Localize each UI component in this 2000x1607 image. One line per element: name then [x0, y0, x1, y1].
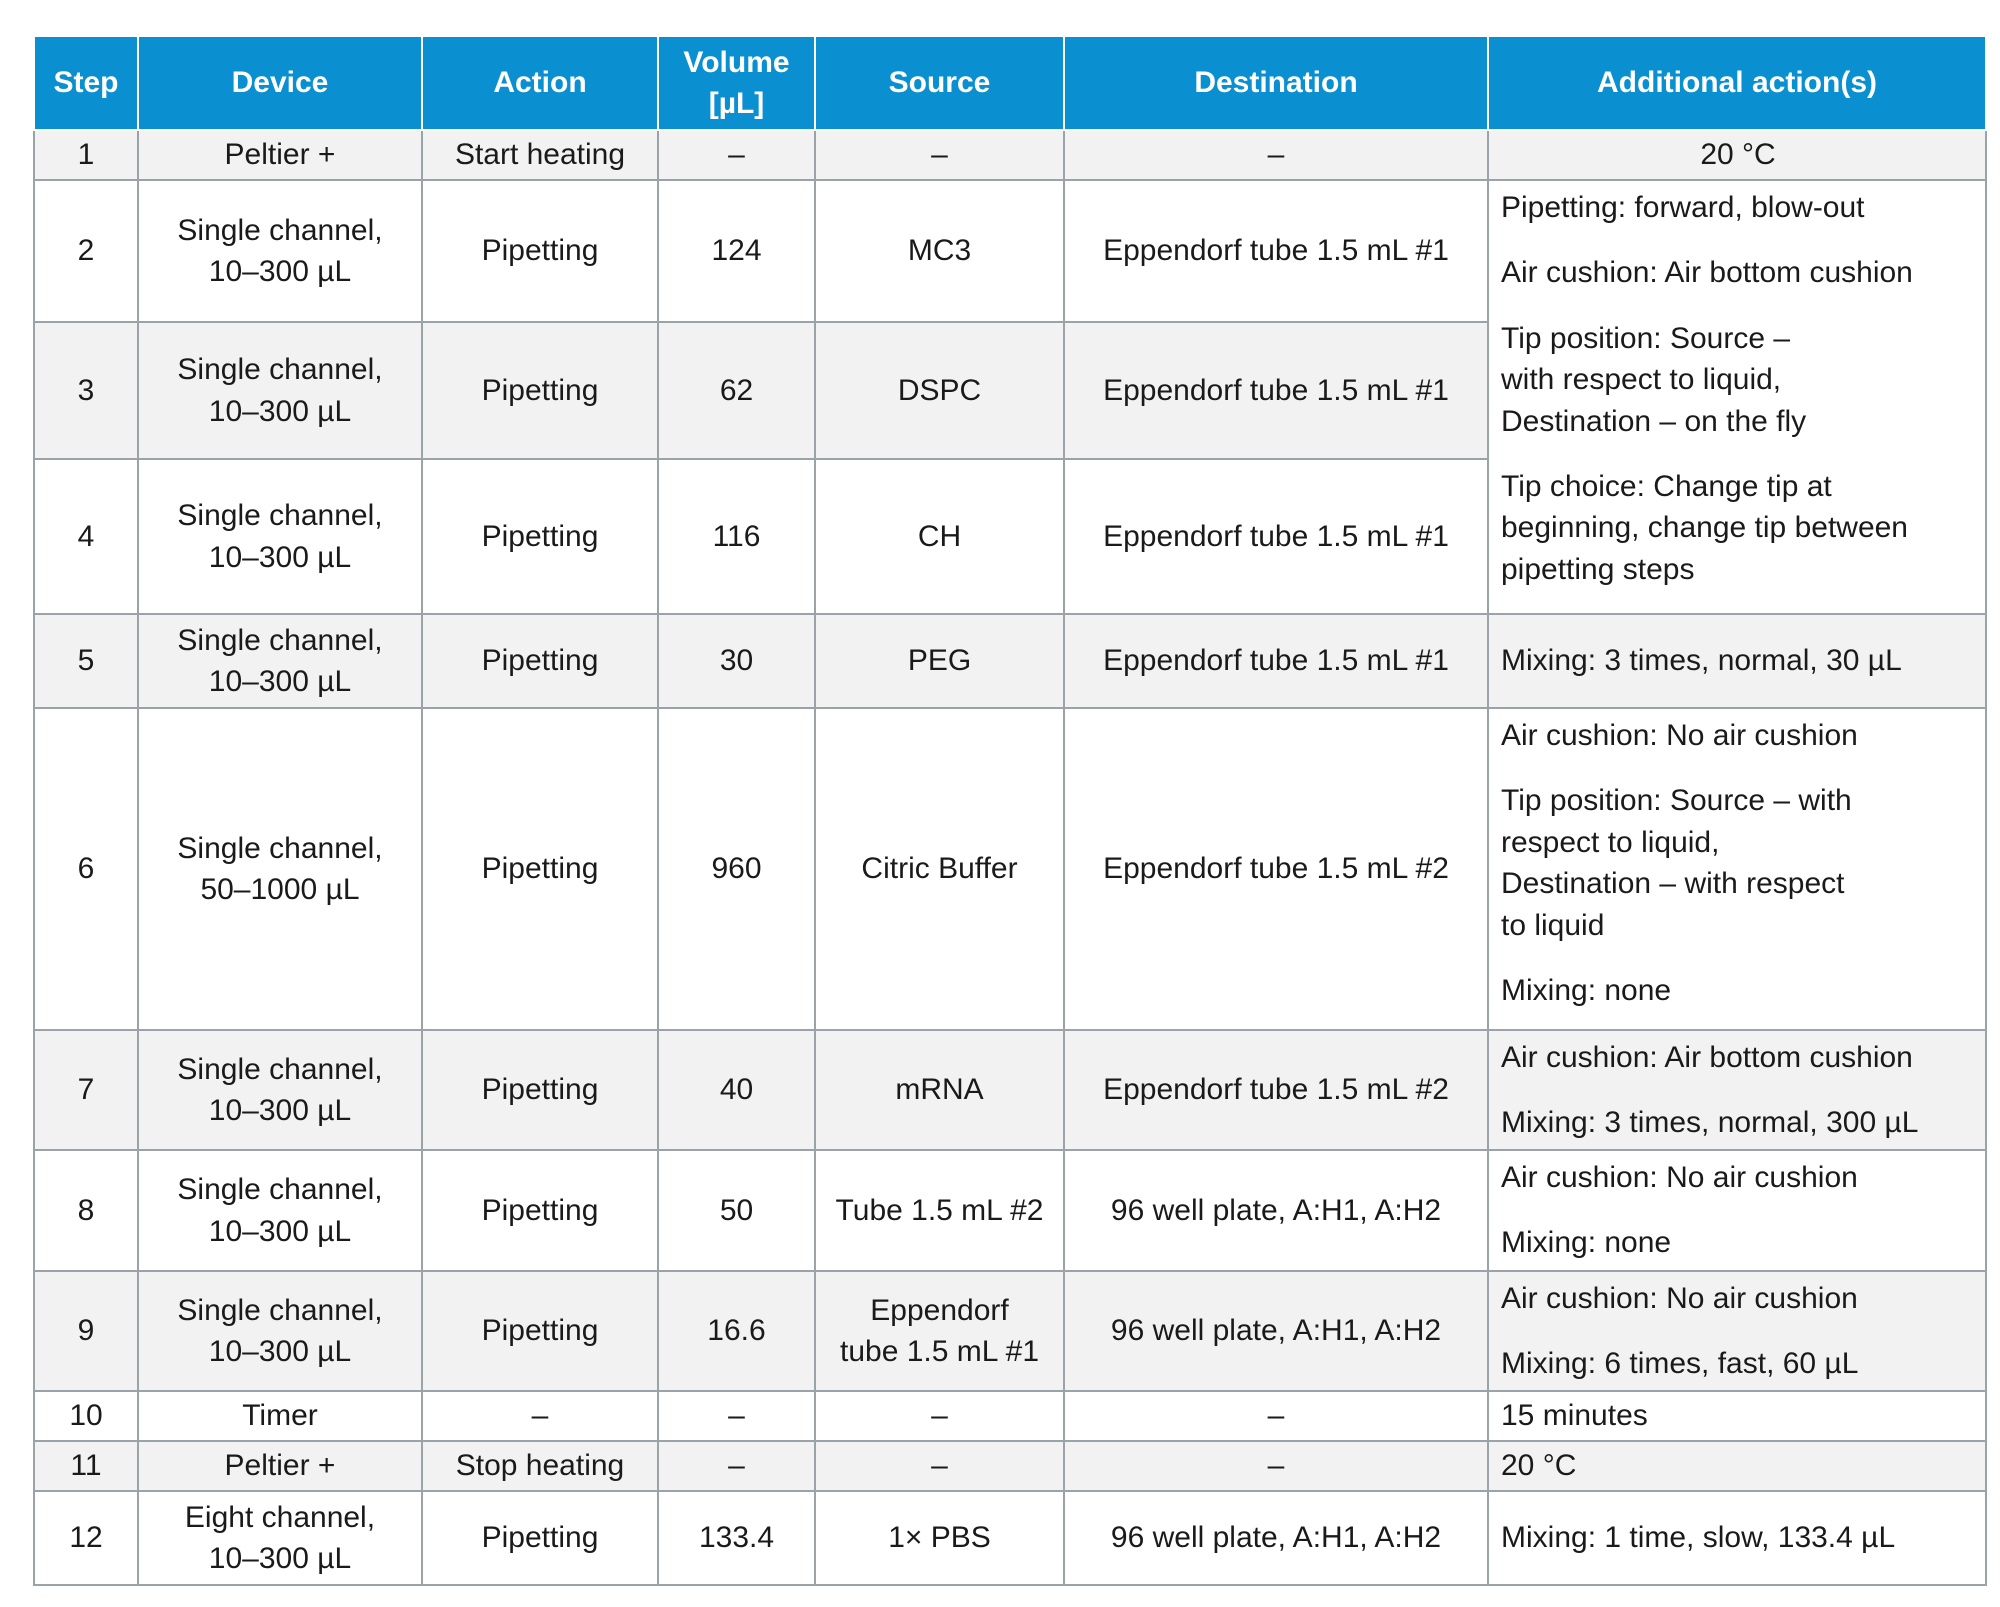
cell-step: 7: [34, 1030, 138, 1150]
header-additional-actions: Additional action(s): [1488, 36, 1986, 130]
cell-action: Pipetting: [422, 708, 658, 1030]
cell-source: CH: [815, 459, 1064, 614]
cell-step: 11: [34, 1441, 138, 1491]
cell-destination: Eppendorf tube 1.5 mL #1: [1064, 614, 1488, 708]
cell-destination: Eppendorf tube 1.5 mL #1: [1064, 459, 1488, 614]
cell-destination: Eppendorf tube 1.5 mL #2: [1064, 1030, 1488, 1150]
cell-device: Single channel, 50–1000 µL: [138, 708, 422, 1030]
cell-destination: –: [1064, 1441, 1488, 1491]
cell-volume: 116: [658, 459, 815, 614]
cell-source: Tube 1.5 mL #2: [815, 1150, 1064, 1271]
cell-source: –: [815, 1441, 1064, 1491]
cell-source: –: [815, 1391, 1064, 1441]
cell-additional: Mixing: 3 times, normal, 30 µL: [1488, 614, 1986, 708]
cell-volume: 40: [658, 1030, 815, 1150]
cell-device: Single channel, 10–300 µL: [138, 1150, 422, 1271]
cell-step: 9: [34, 1271, 138, 1391]
cell-device: Timer: [138, 1391, 422, 1441]
protocol-table-wrapper: [33, 35, 1985, 1586]
cell-action: Pipetting: [422, 322, 658, 459]
cell-action: Start heating: [422, 130, 658, 180]
cell-destination: 96 well plate, A:H1, A:H2: [1064, 1150, 1488, 1271]
cell-device: Peltier +: [138, 130, 422, 180]
cell-device: Single channel, 10–300 µL: [138, 459, 422, 614]
cell-destination: Eppendorf tube 1.5 mL #1: [1064, 180, 1488, 322]
header-action: Action: [422, 36, 658, 130]
table-row: [34, 1271, 1986, 1391]
cell-volume: 62: [658, 322, 815, 459]
cell-source: Citric Buffer: [815, 708, 1064, 1030]
cell-step: 10: [34, 1391, 138, 1441]
header-volume-label: Volume: [683, 45, 790, 79]
cell-step: 6: [34, 708, 138, 1030]
cell-volume: 16.6: [658, 1271, 815, 1391]
cell-action: Pipetting: [422, 614, 658, 708]
cell-device: Single channel, 10–300 µL: [138, 1271, 422, 1391]
cell-action: Pipetting: [422, 1150, 658, 1271]
cell-destination: 96 well plate, A:H1, A:H2: [1064, 1271, 1488, 1391]
cell-volume: –: [658, 1391, 815, 1441]
cell-volume: 133.4: [658, 1491, 815, 1585]
cell-action: –: [422, 1391, 658, 1441]
header-volume-unit: [µL]: [708, 87, 765, 120]
cell-additional: 20 °C: [1488, 130, 1986, 180]
cell-volume: 960: [658, 708, 815, 1030]
table-row: [34, 180, 1986, 322]
cell-additional: 15 minutes: [1488, 1391, 1986, 1441]
cell-action: Pipetting: [422, 1271, 658, 1391]
table-row: [34, 1491, 1986, 1585]
header-step: Step: [34, 36, 138, 130]
cell-destination: Eppendorf tube 1.5 mL #1: [1064, 322, 1488, 459]
cell-volume: –: [658, 130, 815, 180]
table-row: [34, 1150, 1986, 1271]
cell-destination: –: [1064, 130, 1488, 180]
table-row: [34, 1030, 1986, 1150]
table-row: [34, 1441, 1986, 1491]
cell-source: 1× PBS: [815, 1491, 1064, 1585]
cell-step: 4: [34, 459, 138, 614]
cell-source: DSPC: [815, 322, 1064, 459]
table-row: [34, 130, 1986, 180]
cell-source: –: [815, 130, 1064, 180]
cell-step: 2: [34, 180, 138, 322]
cell-additional: Air cushion: Air bottom cushion Mixing: 3 times, normal, 300 µL: [1488, 1030, 1986, 1150]
cell-destination: –: [1064, 1391, 1488, 1441]
cell-device: Single channel, 10–300 µL: [138, 614, 422, 708]
cell-action: Stop heating: [422, 1441, 658, 1491]
header-source: Source: [815, 36, 1064, 130]
cell-volume: –: [658, 1441, 815, 1491]
cell-destination: 96 well plate, A:H1, A:H2: [1064, 1491, 1488, 1585]
cell-step: 3: [34, 322, 138, 459]
header-destination: Destination: [1064, 36, 1488, 130]
cell-action: Pipetting: [422, 1030, 658, 1150]
header-device: Device: [138, 36, 422, 130]
cell-action: Pipetting: [422, 459, 658, 614]
cell-step: 1: [34, 130, 138, 180]
cell-additional-merged: Pipetting: forward, blow-out Air cushion: Air bottom cushion Tip position: Source – with respect to liquid, Destination – on the fly Tip choice: Change tip at beginning, change tip between pipetting steps: [1488, 180, 1986, 614]
cell-device: Single channel, 10–300 µL: [138, 322, 422, 459]
cell-device: Single channel, 10–300 µL: [138, 1030, 422, 1150]
cell-additional: Mixing: 1 time, slow, 133.4 µL: [1488, 1491, 1986, 1585]
cell-action: Pipetting: [422, 1491, 658, 1585]
cell-additional: Air cushion: No air cushion Tip position: Source – with respect to liquid, Destination – with respect to liquid Mixing: none: [1488, 708, 1986, 1030]
table-row: [34, 708, 1986, 1030]
cell-source: Eppendorf tube 1.5 mL #1: [815, 1271, 1064, 1391]
cell-device: Peltier +: [138, 1441, 422, 1491]
cell-destination: Eppendorf tube 1.5 mL #2: [1064, 708, 1488, 1030]
cell-step: 8: [34, 1150, 138, 1271]
cell-volume: 30: [658, 614, 815, 708]
cell-additional: Air cushion: No air cushion Mixing: 6 times, fast, 60 µL: [1488, 1271, 1986, 1391]
pipetting-protocol-table: [33, 35, 1987, 1586]
cell-step: 12: [34, 1491, 138, 1585]
header-volume: [658, 36, 815, 130]
table-row: [34, 614, 1986, 708]
cell-additional: Air cushion: No air cushion Mixing: none: [1488, 1150, 1986, 1271]
cell-volume: 50: [658, 1150, 815, 1271]
cell-device: Eight channel, 10–300 µL: [138, 1491, 422, 1585]
cell-volume: 124: [658, 180, 815, 322]
cell-action: Pipetting: [422, 180, 658, 322]
table-header-row: [34, 36, 1986, 130]
cell-source: mRNA: [815, 1030, 1064, 1150]
cell-additional: 20 °C: [1488, 1441, 1986, 1491]
table-row: [34, 1391, 1986, 1441]
cell-source: MC3: [815, 180, 1064, 322]
cell-step: 5: [34, 614, 138, 708]
cell-device: Single channel, 10–300 µL: [138, 180, 422, 322]
cell-source: PEG: [815, 614, 1064, 708]
